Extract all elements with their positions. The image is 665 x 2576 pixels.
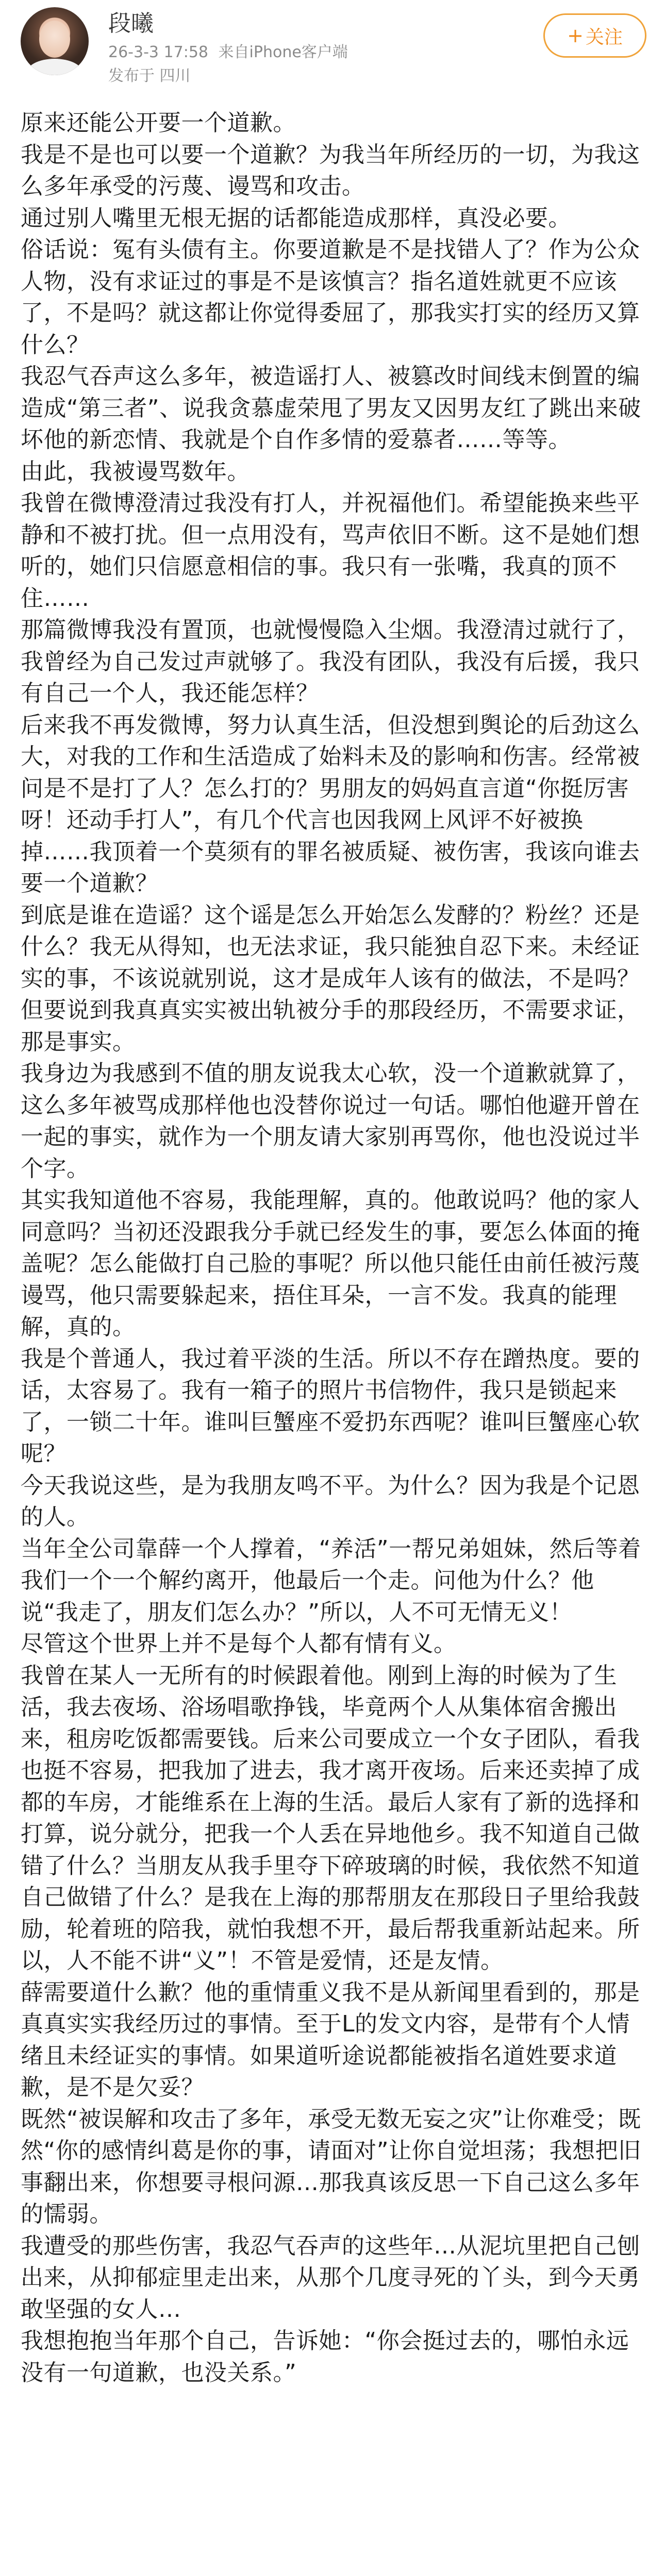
post-paragraph: 既然“被误解和攻击了多年，承受无数无妄之灾”让你难受；既然“你的感情纠葛是你的事，请面对”让你自觉坦荡；我想把旧事翻出来，你想要寻根问源…那我真该反思一下自己这么多年的懦弱。 <box>21 2106 641 2227</box>
post-paragraph: 我遭受的那些伤害，我忍气吞声的这些年…从泥坑里把自己刨出来，从抑郁症里走出来，从那个几度寻死的丫头，到今天勇敢坚强的女人… <box>21 2232 640 2323</box>
post-paragraph: 我曾在微博澄清过我没有打人，并祝福他们。希望能换来些平静和不被打扰。但一点用没有，骂声依旧不断。这不是她们想听的，她们只信愿意相信的事。我只有一张嘴，我真的顶不住…… <box>21 490 640 612</box>
post-paragraph: 通过别人嘴里无根无据的话都能造成那样，真没必要。 <box>21 205 571 231</box>
follow-button[interactable] <box>543 13 646 58</box>
post-paragraph: 尽管这个世界上并不是每个人都有情有义。 <box>21 1631 457 1657</box>
post-paragraph: 当年全公司靠薛一个人撑着，“养活”一帮兄弟姐妹，然后等着我们一个一个解约离开，他最后一个走。问他为什么？他说“我走了，朋友们怎么办？”所以，人不可无情无义！ <box>21 1535 641 1625</box>
post-paragraph: 我想抱抱当年那个自己，告诉她：“你会挺过去的，哪怕永远没有一句道歉，也没关系。” <box>21 2328 629 2386</box>
post-paragraph: 那篇微博我没有置顶，也就慢慢隐入尘烟。我澄清过就行了，我曾经为自己发过声就够了。我没有团队，我没有后援，我只有自己一个人，我还能怎样？ <box>21 617 640 706</box>
plus-icon: + <box>567 24 584 47</box>
post-paragraph: 我身边为我感到不值的朋友说我太心软，没一个道歉就算了，这么多年被骂成那样他也没替你说过一句话。哪怕他避开曾在一起的事实，就作为一个朋友请大家别再骂你，他也没说过半个字。 <box>21 1060 640 1182</box>
follow-label: 关注 <box>585 26 623 48</box>
avatar-face <box>39 21 70 58</box>
post-meta <box>108 42 353 63</box>
post-paragraph: 今天我说这些，是为我朋友鸣不平。为什么？因为我是个记恩的人。 <box>21 1472 640 1530</box>
post-location: 发布于 四川 <box>108 67 191 85</box>
post-paragraph: 我是个普通人，我过着平淡的生活。所以不存在蹭热度。要的话，太容易了。我有一箱子的照片书信物件，我只是锁起来了，一锁二十年。谁叫巨蟹座不爱扔东西呢？谁叫巨蟹座心软呢？ <box>21 1345 640 1467</box>
post-paragraph: 我曾在某人一无所有的时候跟着他。刚到上海的时候为了生活，我去夜场、浴场唱歌挣钱，毕竟两个人从集体宿舍搬出来，租房吃饭都需要钱。后来公司要成立一个女子团队，看我也挺不容易，把我加了进去，我才离开夜场。后来还卖掉了成都的车房，才能维系在上海的生活。最后人家有了新的选择和打算，说分就分，把我一个人丢在异地他乡。我不知道自己做错了什么？当朋友从我手里夺下碎玻璃的时候，我依然不知道自己做错了什么？是我在上海的那帮朋友在那段日子里给我鼓励，轮着班的陪我，就怕我想不开，最后帮我重新站起来。所以，人不能不讲“义”！不管是爱情，还是友情。 <box>21 1662 640 1974</box>
post-paragraph: 后来我不再发微博，努力认真生活，但没想到舆论的后劲这么大，对我的工作和生活造成了始料未及的影响和伤害。经常被问是不是打了人？怎么打的？男朋友的妈妈直言道“你挺厉害呀！还动手打人”，有几个代言也因我网上风评不好被换掉……我顶着一个莫须有的罪名被质疑、被伤害，我该向谁去要一个道歉？ <box>21 711 640 896</box>
post-paragraph: 我忍气吞声这么多年，被造谣打人、被篡改时间线末倒置的编造成“第三者”、说我贪慕虚荣甩了男友又因男友红了跳出来破坏他的新恋情、我就是个自作多情的爱慕者……等等。 <box>21 363 641 453</box>
post-paragraph: 由此，我被谩骂数年。 <box>21 458 250 485</box>
avatar[interactable] <box>21 7 89 75</box>
post-header <box>0 0 665 108</box>
post-source: 来自iPhone客户端 <box>218 43 348 61</box>
post-paragraph: 到底是谁在造谣？这个谣是怎么开始怎么发酵的？粉丝？还是什么？我无从得知，也无法求证，我只能独自忍下来。未经证实的事，不该说就别说，这才是成年人该有的做法，不是吗？但要说到我真真实实被出轨被分手的那段经历，不需要求证，那是事实。 <box>21 902 640 1055</box>
post-body <box>21 107 647 2388</box>
post-paragraph: 其实我知道他不容易，我能理解，真的。他敢说吗？他的家人同意吗？当初还没跟我分手就已经发生的事，要怎么体面的掩盖呢？怎么能做打自己脸的事呢？所以他只能任由前任被污蔑谩骂，他只需要躲起来，捂住耳朵，一言不发。我真的能理解，真的。 <box>21 1187 640 1340</box>
post-paragraph: 薛需要道什么歉？他的重情重义我不是从新闻里看到的，那是真真实实我经历过的事情。至于L的发文内容，是带有个人情绪且未经证实的事情。如果道听途说都能被指名道姓要求道歉，是不是欠妥？ <box>21 1979 640 2100</box>
user-name[interactable]: 段曦 <box>108 10 154 37</box>
avatar-shoulder <box>26 59 84 75</box>
post-date: 26-3-3 17:58 <box>108 43 208 61</box>
post-paragraph: 俗话说：冤有头债有主。你要道歉是不是找错人了？作为公众人物，没有求证过的事是不是该慎言？指名道姓就更不应该了，不是吗？就这都让你觉得委屈了，那我实打实的经历又算什么？ <box>21 236 640 358</box>
post-paragraph: 我是不是也可以要一个道歉？为我当年所经历的一切，为我这么多年承受的污蔑、谩骂和攻击。 <box>21 141 640 199</box>
post-paragraph: 原来还能公开要一个道歉。 <box>21 110 296 136</box>
